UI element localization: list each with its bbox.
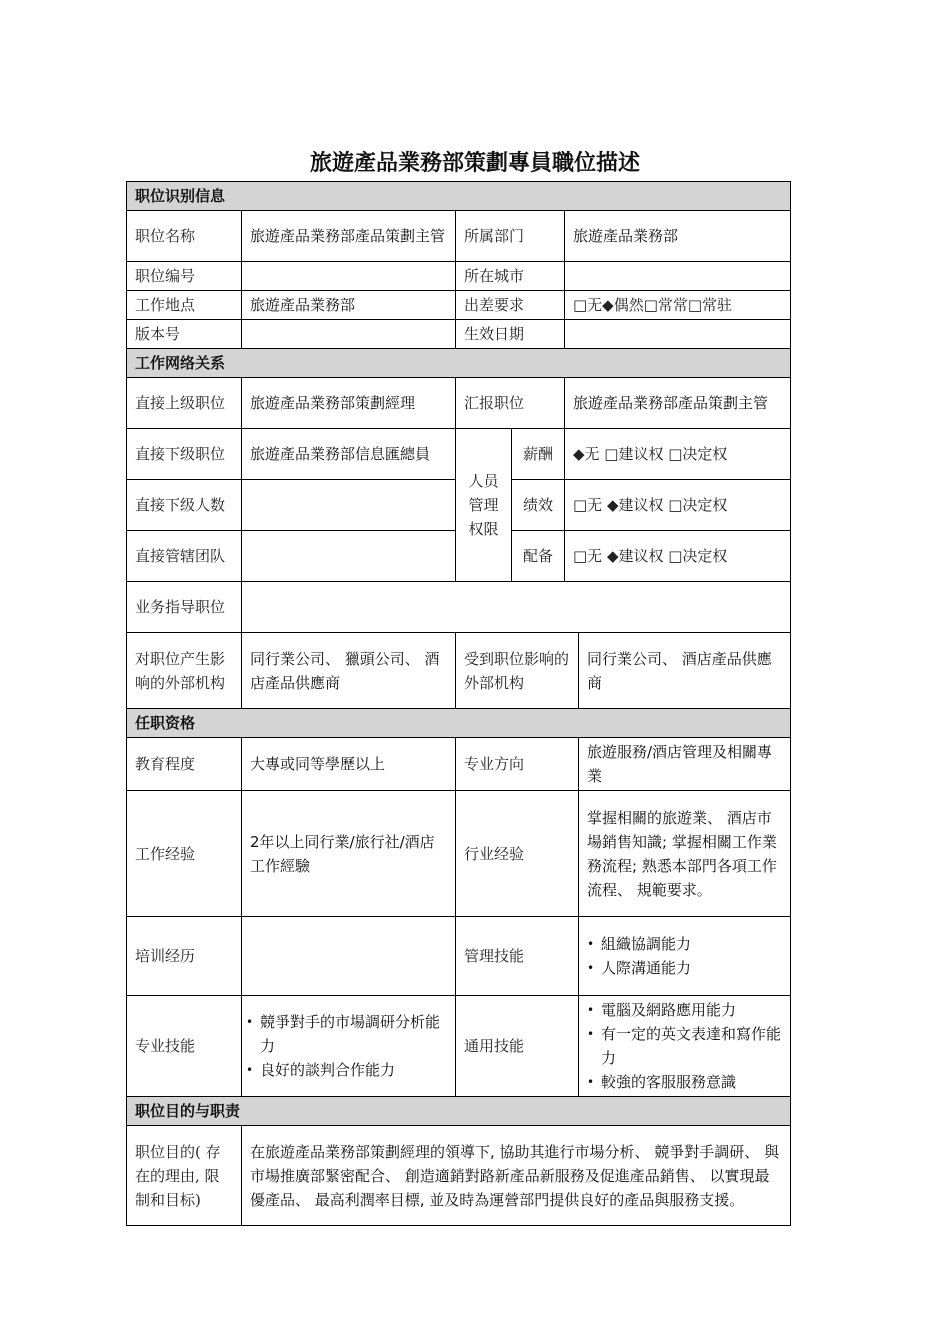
industry-experience-value: 掌握相關的旅遊業、 酒店市場銷售知識; 掌握相關工作業務流程; 熟悉本部門各項工作流程、 規範要求。 — [579, 791, 791, 917]
major-label: 专业方向 — [456, 738, 579, 791]
education-label: 教育程度 — [127, 738, 242, 791]
effective-date-label: 生效日期 — [456, 320, 565, 349]
list-item: • 電腦及網路應用能力 — [587, 998, 782, 1022]
team-label: 直接管辖团队 — [127, 531, 242, 582]
department-value: 旅遊產品業務部 — [565, 211, 791, 262]
management-skills-label: 管理技能 — [456, 917, 579, 996]
document-title: 旅遊產品業務部策劃專員職位描述 — [309, 151, 640, 176]
allocation-authority: □无 ◆建议权 □决定权 — [565, 531, 791, 582]
work-location-label: 工作地点 — [127, 291, 242, 320]
professional-skills-label: 专业技能 — [127, 996, 242, 1097]
section-header-identification: 职位识别信息 — [127, 182, 791, 211]
training-label: 培训经历 — [127, 917, 242, 996]
general-skills-list — [579, 996, 791, 1097]
subordinate-count-value — [242, 480, 456, 531]
performance-label: 绩效 — [512, 480, 565, 531]
external-affecting-value: 同行業公司、 獵頭公司、 酒店產品供應商 — [242, 633, 456, 709]
allocation-label: 配备 — [512, 531, 565, 582]
business-guidance-label: 业务指导职位 — [127, 582, 242, 633]
position-name-label: 职位名称 — [127, 211, 242, 262]
position-code-value — [242, 262, 456, 291]
superior-label: 直接上级职位 — [127, 378, 242, 429]
city-label: 所在城市 — [456, 262, 565, 291]
purpose-label: 职位目的( 存在的理由, 限制和目标) — [127, 1126, 242, 1226]
report-to-value: 旅遊產品業務部產品策劃主管 — [565, 378, 791, 429]
training-value — [242, 917, 456, 996]
superior-value: 旅遊產品業務部策劃經理 — [242, 378, 456, 429]
work-experience-label: 工作经验 — [127, 791, 242, 917]
list-item: • 有一定的英文表達和寫作能力 — [587, 1022, 782, 1070]
city-value — [565, 262, 791, 291]
travel-options: □无◆偶然□常常□常驻 — [565, 291, 791, 320]
list-item: • 人際溝通能力 — [587, 956, 782, 980]
education-value: 大專或同等學歷以上 — [242, 738, 456, 791]
salary-label: 薪酬 — [512, 429, 565, 480]
industry-experience-label: 行业经验 — [456, 791, 579, 917]
section-header-purpose: 职位目的与职责 — [127, 1097, 791, 1126]
report-to-label: 汇报职位 — [456, 378, 565, 429]
position-name-value: 旅遊產品業務部產品策劃主管 — [242, 211, 456, 262]
section-header-qualifications: 任职资格 — [127, 709, 791, 738]
list-item: • 競爭對手的市場調研分析能力 — [246, 1010, 447, 1058]
job-description-table — [126, 181, 791, 1226]
version-label: 版本号 — [127, 320, 242, 349]
major-value: 旅遊服務/酒店管理及相關專業 — [579, 738, 791, 791]
position-code-label: 职位编号 — [127, 262, 242, 291]
performance-authority: □无 ◆建议权 □决定权 — [565, 480, 791, 531]
subordinate-count-label: 直接下级人数 — [127, 480, 242, 531]
effective-date-value — [565, 320, 791, 349]
hr-authority-label: 人员管理权限 — [456, 429, 512, 582]
work-experience-value: 2年以上同行業/旅行社/酒店工作經驗 — [242, 791, 456, 917]
list-item: • 良好的談判合作能力 — [246, 1058, 447, 1082]
salary-authority: ◆无 □建议权 □决定权 — [565, 429, 791, 480]
professional-skills-list — [242, 996, 456, 1097]
list-item: • 組織協調能力 — [587, 932, 782, 956]
external-affected-label: 受到职位影响的外部机构 — [456, 633, 579, 709]
business-guidance-value — [242, 582, 791, 633]
purpose-value: 在旅遊產品業務部策劃經理的領導下, 協助其進行市場分析、 競爭對手調研、 與市場推廣部緊密配合、 創造適銷對路新產品新服務及促進產品銷售、 以實現最優產品、 最高利潤率目標, 並及時為運營部門提供良好的產品與服務支援。 — [242, 1126, 791, 1226]
section-header-network: 工作网络关系 — [127, 349, 791, 378]
external-affected-value: 同行業公司、 酒店產品供應商 — [579, 633, 791, 709]
version-value — [242, 320, 456, 349]
department-label: 所属部门 — [456, 211, 565, 262]
subordinate-label: 直接下级职位 — [127, 429, 242, 480]
team-value — [242, 531, 456, 582]
external-affecting-label: 对职位产生影响的外部机构 — [127, 633, 242, 709]
work-location-value: 旅遊產品業務部 — [242, 291, 456, 320]
subordinate-value: 旅遊產品業務部信息匯總員 — [242, 429, 456, 480]
management-skills-list — [579, 917, 791, 996]
list-item: • 較強的客服服務意識 — [587, 1070, 782, 1094]
travel-label: 出差要求 — [456, 291, 565, 320]
general-skills-label: 通用技能 — [456, 996, 579, 1097]
